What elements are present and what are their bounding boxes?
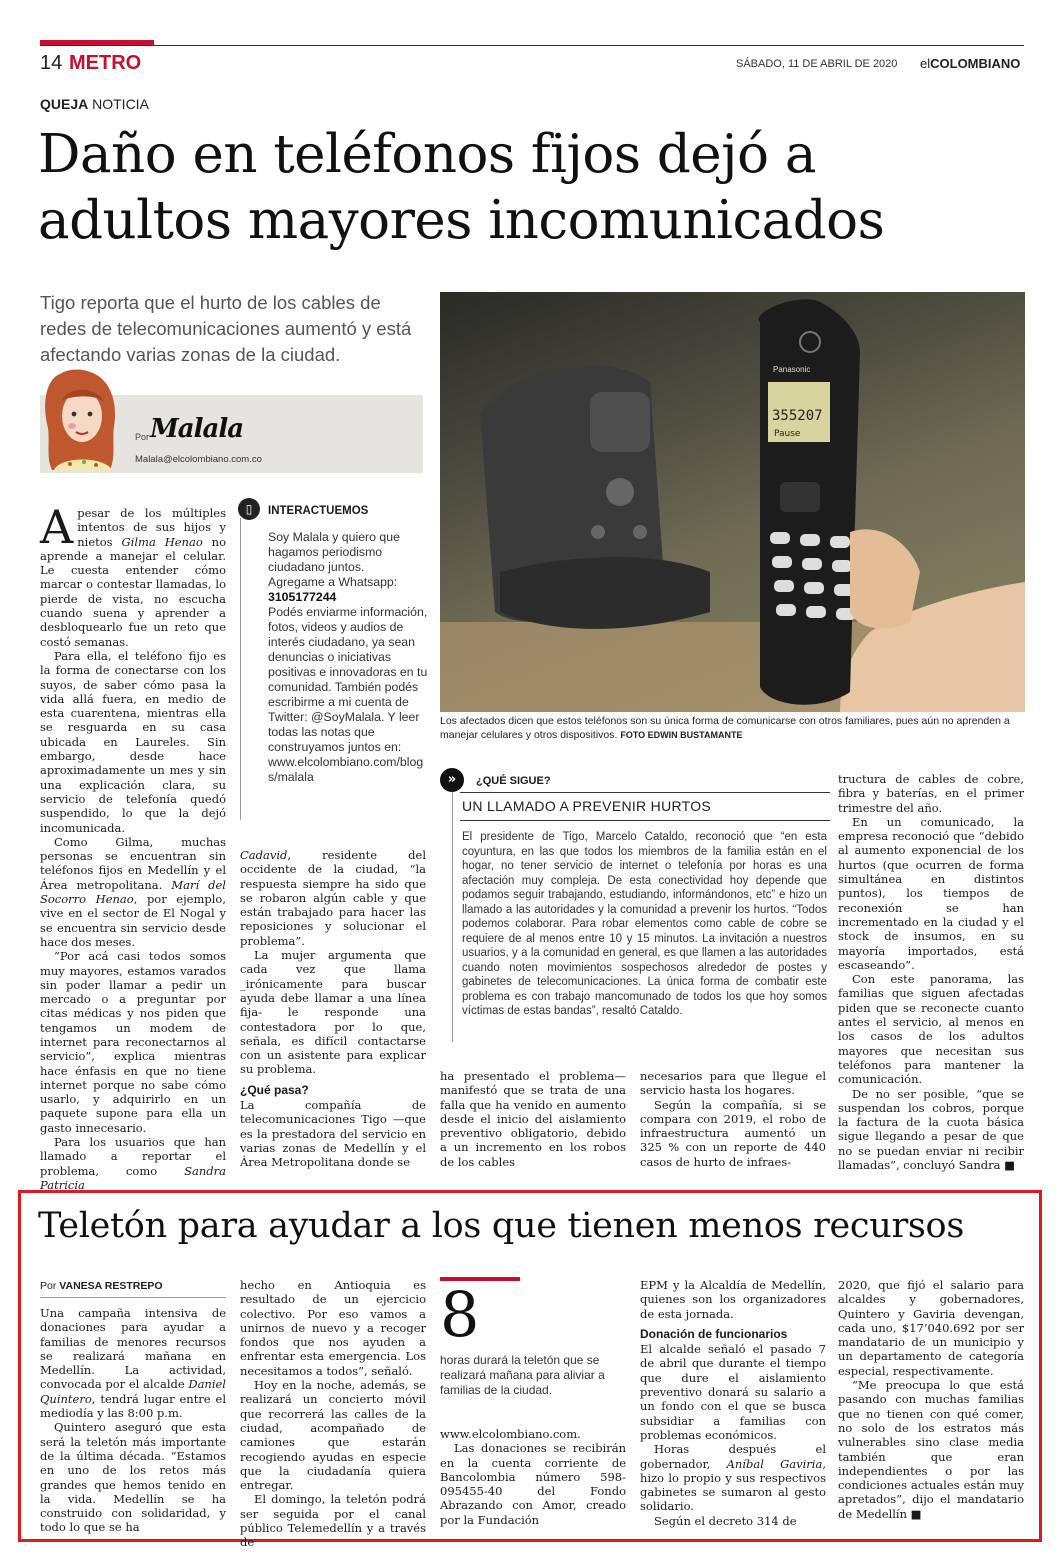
next-label: ¿QUÉ SIGUE? xyxy=(476,775,551,787)
col5-paragraph-1: tructura de cables de cobre, fibra y baterías, en el primer trimestre del año. xyxy=(838,772,1024,815)
teleton-c2-paragraph-3: El domingo, la teletón podrá ser seguida por el canal público Telemedellín y a través de xyxy=(240,1492,426,1550)
teleton-end-mark: ■ xyxy=(910,1506,922,1521)
col2-paragraph-1: , residente del occidente de la ciudad, “la respuesta siempre ha sido que se robaron algún cable y que están trabajado para hacer las reposiciones y solucionar el problema”. xyxy=(240,848,426,948)
end-mark: ■ xyxy=(1004,1158,1016,1173)
byline-rule xyxy=(40,1297,226,1298)
teleton-c4-name: Aníbal Gaviria xyxy=(726,1456,823,1471)
next-icon: » xyxy=(440,768,464,792)
interact-phone: 3105177244 xyxy=(268,590,337,604)
article-title xyxy=(38,122,884,254)
next-box-side xyxy=(452,792,453,1042)
title-line-1: Daño en teléfonos fijos dejó a xyxy=(38,124,816,185)
article-column-3 xyxy=(440,1069,626,1169)
author-email: Malala@elcolombiano.com.co xyxy=(135,454,262,465)
stat-text: horas durará la teletón que se realizará mañana para aliviar a familias de la ciudad. xyxy=(440,1353,605,1397)
kicker-bold: QUEJA xyxy=(40,96,89,112)
chat-icon: ▯ xyxy=(238,498,260,520)
interact-body xyxy=(268,530,428,785)
col1-name-1: Gilma Henao xyxy=(121,534,203,549)
teleton-c1-paragraph-1: Una campaña intensiva de donaciones para ayudar a familias de menores recursos se realizará mañana en Medellín. La actividad, convocada por el alcalde xyxy=(40,1306,226,1392)
col5-paragraph-4: De no ser posible, “que se suspendan los cobros, porque la factura de la cuota básica sigue llegando a pesar de que no se puedan enviar ni recibir llamadas”, concluyó Sandra xyxy=(838,1086,1024,1173)
teleton-c1-name: Daniel Quintero xyxy=(40,1377,226,1406)
col1-paragraph-3: Como Gilma, muchas personas se encuentran sin teléfonos fijos en Medellín y el Área metropolitana. xyxy=(40,834,226,892)
interact-p1: Soy Malala y quiero que hagamos periodismo ciudadano juntos. xyxy=(268,530,400,574)
col1-paragraph-1-rest: no aprende a manejar el celular. Le cuesta entender cómo marcar o contestar llamadas, lo pierde de vista, no escucha cuando suena y aprender a desbloquearlo fue un reto que costó semanas. xyxy=(40,534,226,649)
author-signature: Malala xyxy=(150,414,244,444)
teleton-column-2 xyxy=(240,1278,426,1550)
teleton-c1-paragraph-1-rest: , tendrá lugar entre el mediodía y las 8:00 p.m. xyxy=(40,1391,226,1421)
section-name: METRO xyxy=(69,52,142,74)
phone-brand-text: Panasonic xyxy=(773,365,811,374)
teleton-column-5 xyxy=(838,1278,1024,1521)
photo-caption xyxy=(440,715,1030,742)
teleton-byline xyxy=(40,1280,163,1292)
interact-p2: Agregame a Whatsapp: xyxy=(268,575,398,589)
col2-paragraph-2: La mujer argumenta que cada vez que llama _irónicamente para buscar ayuda debe llamar a una línea fija- le responde una contestadora por lo que, señala, es difícil contactarse con un asistente para explicar su problema. xyxy=(240,948,426,1077)
col1-paragraph-2: Para ella, el teléfono fijo es la forma de conectarse con los suyos, de saber cómo pasa la vida allá fuera, en medio de esta cuarentena, mientras ella se resguarda en su casa ubicada en Laureles. Sin embargo, desde hace aproximadamente un mes y sin una explicación clara, su servicio de telefonía quedó suspendido, lo que la dejó incomunicada. xyxy=(40,648,226,835)
interact-box-rule xyxy=(240,518,241,820)
brand-prefix: el xyxy=(920,56,931,71)
article-column-1 xyxy=(40,500,227,1192)
title-line-2: adultos mayores incomunicados xyxy=(38,190,885,251)
byline-name: VANESA RESTREPO xyxy=(59,1280,163,1292)
col2-name: Cadavid xyxy=(240,848,288,862)
next-rule-top xyxy=(460,792,830,793)
author-avatar xyxy=(40,366,126,476)
header-rule xyxy=(40,45,1024,46)
col1-paragraph-5: Para los usuarios que han llamado a reportar el problema, como xyxy=(40,1135,226,1178)
teleton-c4-paragraph-1: EPM y la Alcaldía de Medellín, quienes son los organizadores de esta jornada. xyxy=(640,1278,826,1321)
article-kicker xyxy=(40,96,149,112)
article-photo xyxy=(440,292,1025,712)
teleton-column-1 xyxy=(40,1306,226,1535)
teleton-c4-subhead: Donación de funcionarios xyxy=(640,1326,788,1341)
article-deck: Tigo reporta que el hurto de los cables de redes de telecomunicaciones aumentó y está afectando varias zonas de la ciudad. xyxy=(40,292,412,365)
next-title: UN LLAMADO A PREVENIR HURTOS xyxy=(462,798,712,814)
article-column-2 xyxy=(240,848,426,1170)
col2-subhead: ¿Qué pasa? xyxy=(240,1082,309,1097)
phone-display-number: 355207 xyxy=(772,408,823,424)
teleton-c4-paragraph-3-rest: , hizo lo propio y sus respectivos gabinetes se sumaron al gesto solidario. xyxy=(640,1456,826,1514)
teleton-column-3 xyxy=(440,1427,626,1527)
interact-title: INTERACTUEMOS xyxy=(268,505,369,517)
byline-prefix: Por xyxy=(40,1280,57,1292)
phone-photo-illustration xyxy=(440,292,1025,712)
teleton-c4-paragraph-3: Horas después el gobernador, xyxy=(640,1442,826,1471)
stat-number: 8 xyxy=(440,1278,480,1351)
brand-logo xyxy=(920,56,1020,71)
header-date: SÁBADO, 11 DE ABRIL DE 2020 xyxy=(736,58,898,70)
teleton-c4-paragraph-2: El alcalde señaló el pasado 7 de abril que durante el tiempo que dure el aislamiento preventivo donará su salario a un fondo con el que se busca subsidiar a familias con problemas económicos. xyxy=(640,1342,826,1442)
interact-p3: Podés enviarme información, fotos, videos y audios de interés ciudadano, ya sean denuncias o iniciativas positivas e innovadoras en tu comunidad. También podés escribirme a mi cuenta de Twitter: @SoyMalala. Y leer todas las notas que construyamos juntos en: www.elcolombiano.com/blogs/malala xyxy=(268,605,428,784)
col5-paragraph-2: En un comunicado, la empresa reconoció que “debido al aumento exponencial de los hurtos (que ocurren de forma simultánea en distintos puntos), los tiempos de reconexión se han incrementado en la ciudad y el stock de insumos, en su mayoría importados, está escaseando”. xyxy=(838,814,1024,972)
teleton-c2-paragraph-2: Hoy en la noche, además, se realizará un concierto móvil que recorrerá las calles de la ciudad, acompañado de camiones que estarán recogiendo ayudas en especie que la ciudadanía quiera entregar. xyxy=(240,1378,426,1493)
next-rule-bottom xyxy=(460,820,830,821)
page-number: 14 xyxy=(40,52,63,74)
teleton-column-4 xyxy=(640,1278,826,1528)
teleton-c4-paragraph-4: Según el decreto 314 de xyxy=(654,1513,797,1528)
next-body: El presidente de Tigo, Marcelo Cataldo, reconoció que “en esta coyuntura, en las que todos los miembros de la familia están en el hogar, no tener servicio de internet o telefonía por horas es una afectación muy compleja. De esta conectividad hoy depende que podamos seguir trabajando, estudiando, informándonos, etc” e hizo un llamado a las autoridades y la comunidad a prevenir los hurtos. “Todos podemos colaborar. Para robar elementos como cable de cobre se requiere de al menos entre 10 y 15 minutos. La invitación a nuestros usuarios, y a la comunidad en general, es que llamen a las autoridades cuando noten movimientos sospechosos alrededor de postes y gabinetes de telecomunicaciones. La única forma de combatir este problema es con trabajo mancomunado de todos los que hoy somos víctimas de estas bandas”, resaltó Cataldo. xyxy=(462,831,827,1017)
teleton-c1-paragraph-2: Quintero aseguró que esta será la teletón más importante de la última década. “Estamos en uno de los retos más grandes que hemos tenido en la vida. Medellín se ha construido con solidaridad, y todo lo que se ha xyxy=(40,1420,226,1535)
teleton-c5-paragraph-2: “Me preocupa lo que está pasando con muchas familias que no tienen con qué comer, no solo de los estratos más vulnerables sino clase media también que eran independientes o por las condiciones actuales están muy apretados”, dijo el mandatario de Medellín xyxy=(838,1378,1024,1521)
article-column-4 xyxy=(640,1069,826,1169)
photo-credit: FOTO EDWIN BUSTAMANTE xyxy=(620,729,743,740)
col1-paragraph-1: pesar de los múltiples intentos de sus hijos y nietos xyxy=(77,506,226,549)
drop-cap: A xyxy=(40,500,74,554)
author-prefix: Por xyxy=(135,432,150,442)
col4-paragraph-2: Según la compañía, si se compara con 2019, el robo de infraestructura aumentó un 325 % con un reporte de 440 casos de hurto de infraes- xyxy=(640,1097,826,1169)
col2-paragraph-3: La compañía de telecomunicaciones Tigo —que es la prestadora del servicio en varias zonas de Medellín y el Área Metropolitana donde se xyxy=(240,1098,426,1170)
caption-text: Los afectados dicen que estos teléfonos son su única forma de comunicarse con otros familiares, pues aún no aprenden a manejar celulares y otros dispositivos. xyxy=(440,715,1010,741)
col1-paragraph-4: “Por acá casi todos somos muy mayores, estamos varados sin poder llamar a pedir un mercado o a preguntar por citas médicas y nos piden que tengamos un modem de internet para reconectarnos al servicio”, explica mientras hace énfasis en que no tiene internet porque no sabe cómo usarlo, y adquirirlo en un paquete supone para ella un gasto innecesario. xyxy=(40,949,226,1135)
teleton-c2-paragraph-1: hecho en Antioquia es resultado de un ejercicio colectivo. Por eso vamos a unirnos de nuevo y a recoger fondos que nos ayuden a enfrentar esta emergencia. Los necesitamos a todos”, señaló. xyxy=(240,1278,426,1378)
teleton-c3-paragraph-1: Las donaciones se recibirán en la cuenta corriente de Bancolombia número 598-095455-40 del Fondo Abrazando con Amor, creado por la Fundación xyxy=(440,1441,626,1527)
kicker-rest: NOTICIA xyxy=(88,96,149,112)
col1-name-3: Sandra Patricia xyxy=(40,1163,226,1192)
teleton-c3-url: www.elcolombiano.com. xyxy=(440,1427,581,1441)
col5-paragraph-3: Con este panorama, las familias que siguen afectadas piden que se reconecte cuanto antes el servicio, al menos en los casos de los adultos mayores que necesitan sus teléfonos para mantener la comunicación. xyxy=(838,972,1024,1087)
col1-paragraph-3-rest: , por ejemplo, vive en el sector de El Nogal y se encuentra sin servicio desde hace dos meses. xyxy=(40,892,227,949)
col1-name-2: Marí del Socorro Henao xyxy=(40,877,226,907)
teleton-title: Teletón para ayudar a los que tienen menos recursos xyxy=(38,1206,964,1246)
col3-paragraph-1: ha presentado el problema— manifestó que se trata de una falla que ha venido en aumento desde el inicio del aislamiento preventivo obligatorio, debido a un incremento en los robos de los cables xyxy=(440,1069,626,1169)
teleton-c5-paragraph-1: 2020, que fijó el salario para alcaldes y gobernadores, Quintero y Gaviria devengan, cada uno, $17’040.692 por ser mandatario de un municipio y un departamento de categoría especial, respectivamente. xyxy=(838,1278,1024,1378)
article-column-5 xyxy=(838,772,1024,1172)
col4-paragraph-1: necesarios para que llegue el servicio hasta los hogares. xyxy=(640,1069,826,1098)
brand-name: COLOMBIANO xyxy=(930,56,1021,71)
phone-display-text: Pause xyxy=(774,429,801,439)
